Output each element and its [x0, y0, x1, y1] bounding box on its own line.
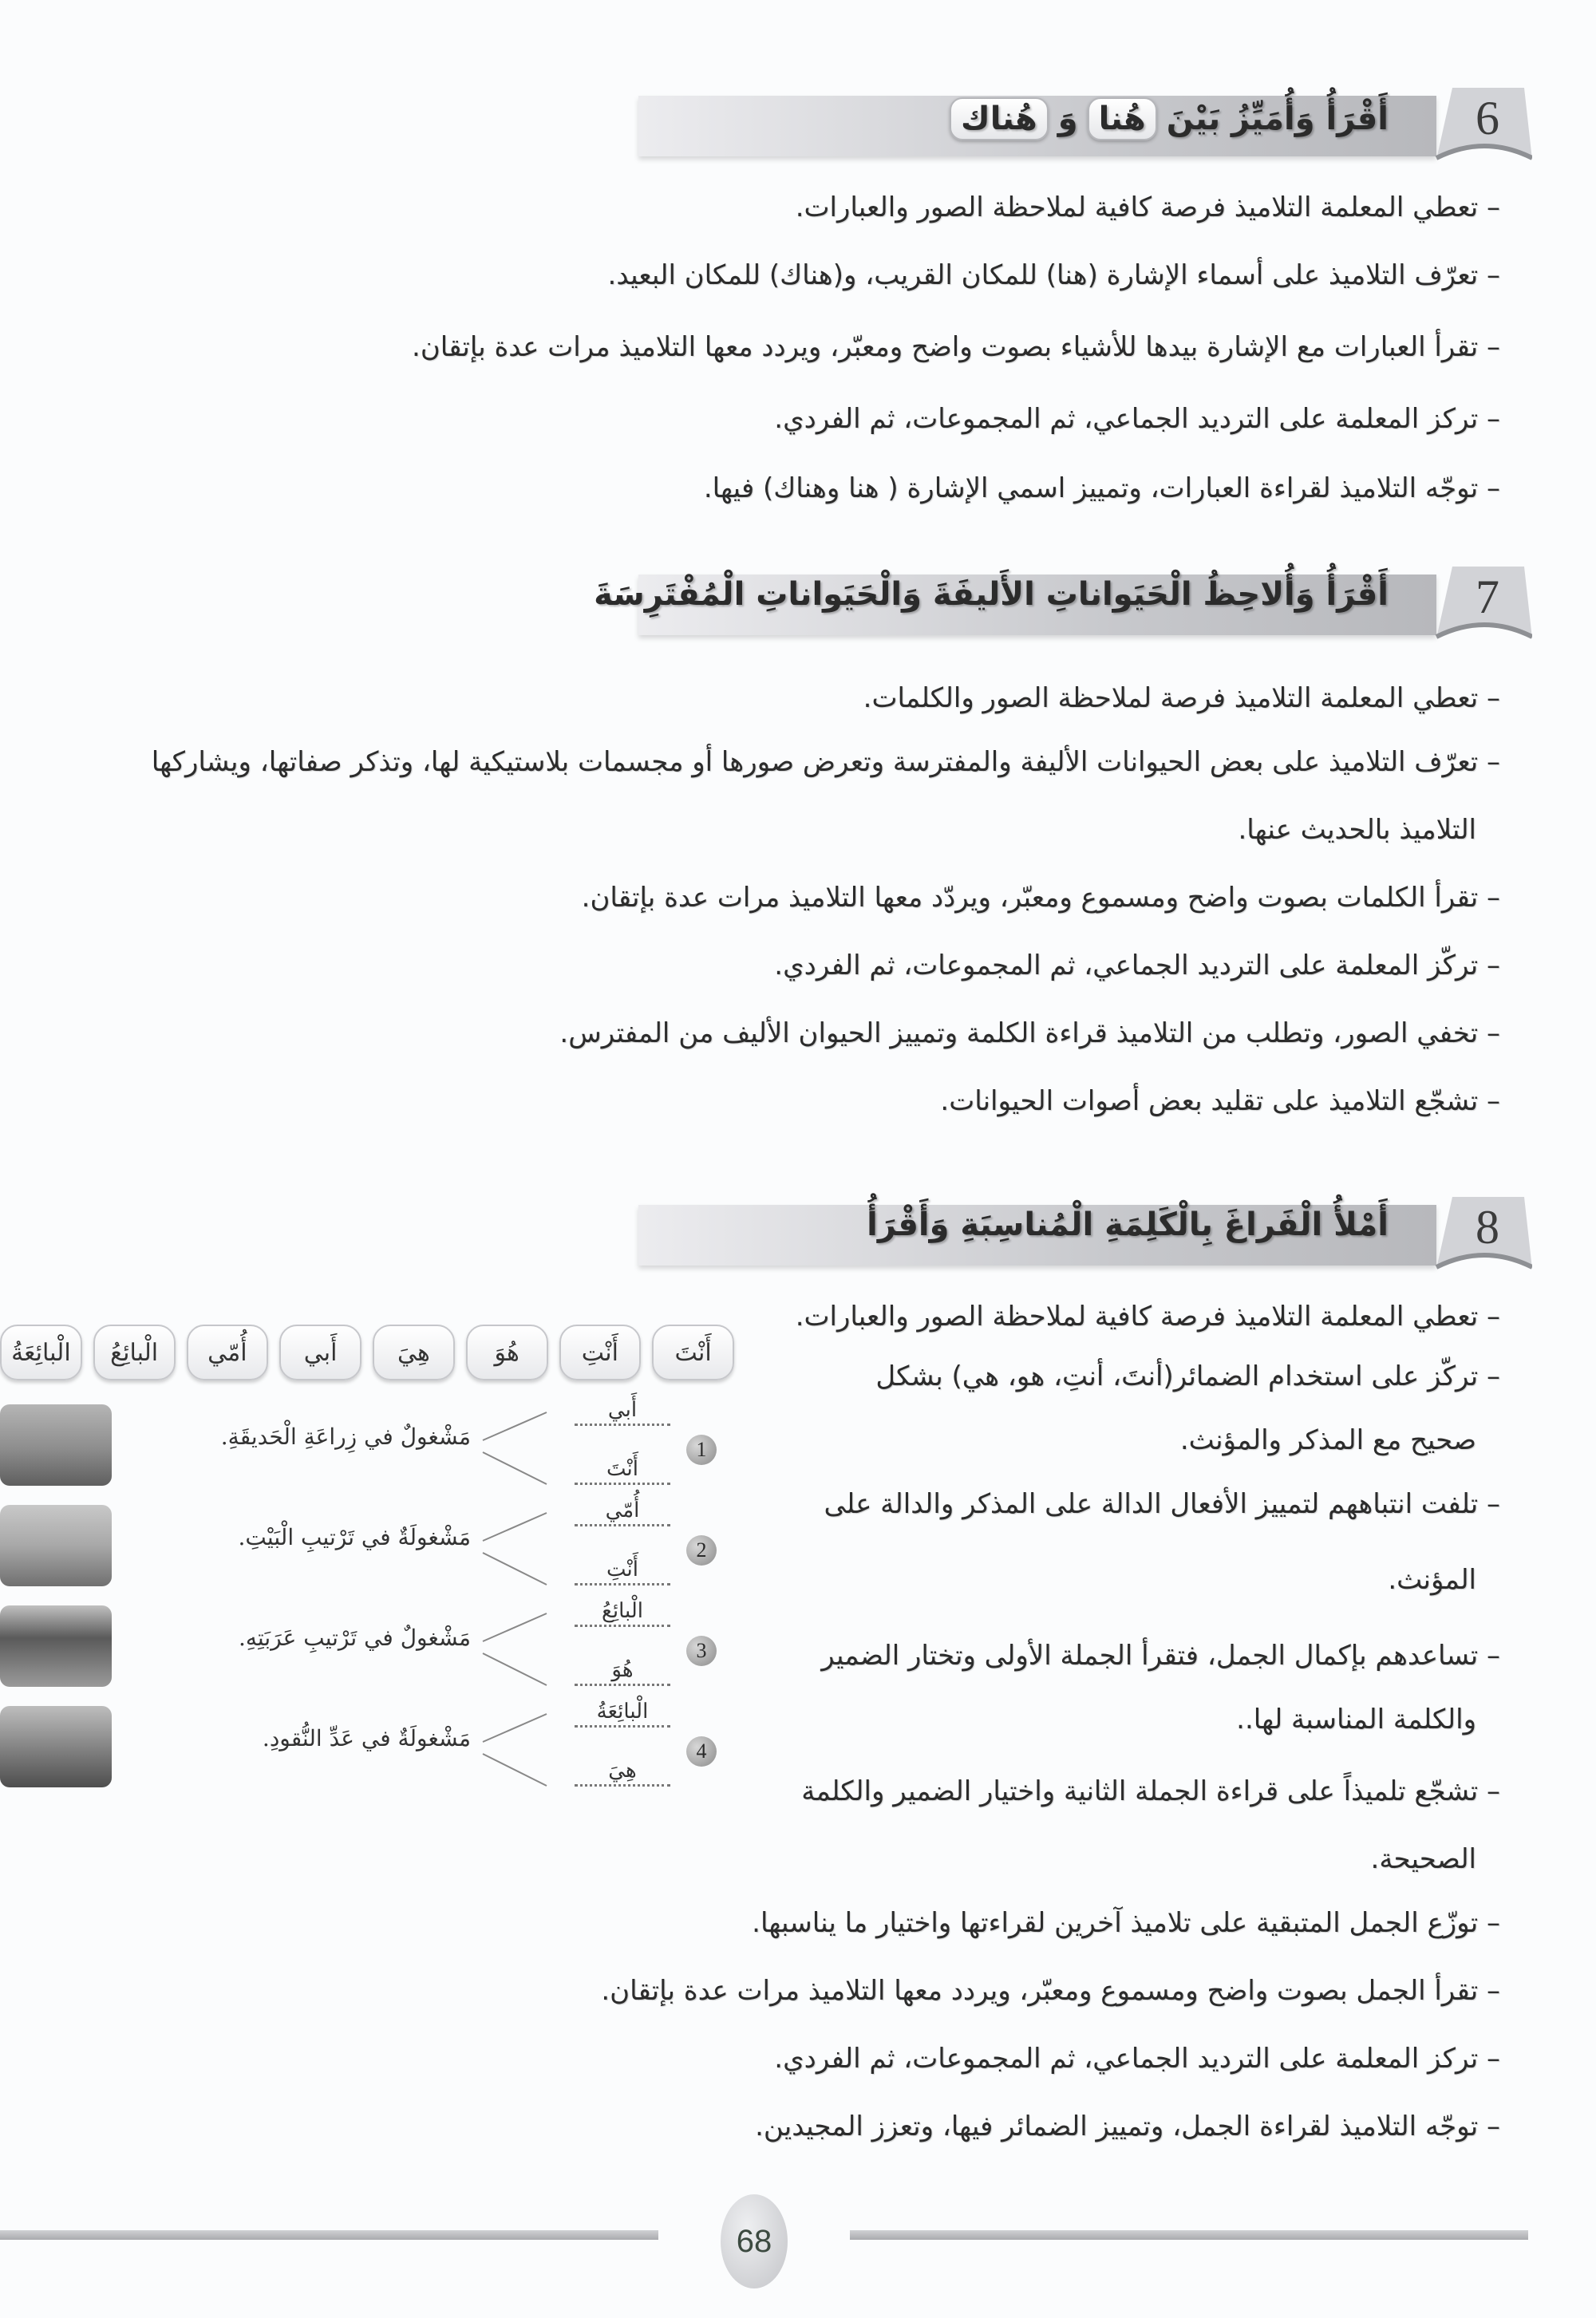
bullet-continuation: الصحيحة. [1370, 1843, 1476, 1875]
word-chip: أَنْتِ [559, 1325, 642, 1380]
title-conjunction: وَ [1057, 101, 1078, 137]
bullet: – تقرأ الكلمات بصوت واضح ومسموع ومعبّر، ويردّد معها التلاميذ مرات عدة بإتقان. [581, 882, 1500, 914]
exercise-number: 4 [686, 1736, 717, 1767]
bullet: – تقرأ العبارات مع الإشارة بيدها للأشياء بصوت واضح ومعبّر، ويردد معها التلاميذ مرات عدة بإتقان. [412, 331, 1500, 363]
word-chip: هِيَ [373, 1325, 455, 1380]
living-room-photo [0, 1505, 112, 1586]
section-title [950, 97, 1389, 140]
title-text: أَقْرَأُ وَأُمَيِّزُ بَيْنَ [1166, 101, 1389, 137]
woman-counting-photo [0, 1706, 112, 1787]
section-number-tab [1420, 1189, 1532, 1277]
word-pill-huna: هُنا [1088, 97, 1157, 140]
exercise-row-3 [0, 1599, 742, 1701]
bullet: – تعرّف التلاميذ على بعض الحيوانات الأليفة والمفترسة وتعرض صورها أو مجسمات بلاستيكية لها، وتذكر صفاتها، ويشاركها [151, 746, 1500, 778]
connector-lines [479, 1404, 551, 1500]
exercise-sentence: مَشْغولَةٌ في تَرْتيبِ الْبَيْتِ. [238, 1524, 471, 1550]
bullet: – تساعدهم بإكمال الجمل، فتقرأ الجملة الأولى وتختار الضمير [821, 1640, 1500, 1672]
section-8-header [575, 1189, 1532, 1269]
bullet-continuation: المؤنث. [1388, 1564, 1476, 1596]
bullet: – توجّه التلاميذ لقراءة الجمل، وتمييز الضمائر فيها، وتعزز المجيدين. [755, 2111, 1500, 2142]
exercise-sentence: مَشْغولَةٌ في عَدِّ النُّقودِ. [262, 1725, 471, 1751]
section-number: 8 [1476, 1201, 1499, 1254]
bullet: – تشجّع تلميذاً على قراءة الجملة الثانية واختيار الضمير والكلمة [801, 1775, 1500, 1807]
section-title: أَمْلأُ الْفَراغَ بِالْكَلِمَةِ الْمُناسِبَةِ وَأَقْرَأُ [867, 1206, 1389, 1243]
section-number-tab [1420, 559, 1532, 646]
choice-bottom: هِيَ [575, 1759, 670, 1787]
footer-divider-left [0, 2230, 658, 2240]
section-number: 6 [1476, 92, 1499, 144]
exercise-row-4 [0, 1700, 742, 1802]
page-number: 68 [721, 2194, 788, 2288]
choice-top: الْبائِعُ [575, 1599, 670, 1627]
choice-top: الْبائِعَةُ [575, 1700, 670, 1728]
footer-divider-right [850, 2230, 1528, 2240]
exercise-number: 1 [686, 1435, 717, 1465]
choice-bottom: أَنْتَ [575, 1457, 670, 1485]
bullet: – توزّع الجمل المتبقية على تلاميذ آخرين لقراءتها واختيار ما يناسبها. [752, 1907, 1500, 1939]
bullet: – تركّز على استخدام الضمائر(أنتَ، أنتِ، هو، هي) بشكل [875, 1360, 1500, 1392]
bullet: – تعطي المعلمة التلاميذ فرصة لملاحظة الصور والكلمات. [863, 682, 1500, 714]
bullet: – تركز المعلمة على الترديد الجماعي، ثم المجموعات، ثم الفردي. [774, 2043, 1500, 2075]
exercise-row-2 [0, 1499, 742, 1601]
section-number: 7 [1476, 571, 1499, 623]
bullet: – تلفت انتباههم لتمييز الأفعال الدالة على المذكر والدالة على [824, 1488, 1500, 1520]
choice-top: أُمّي [575, 1499, 670, 1526]
exercise-number: 2 [686, 1535, 717, 1566]
word-chip: هُوَ [466, 1325, 548, 1380]
bullet: – تقرأ الجمل بصوت واضح ومسموع ومعبّر، ويردد معها التلاميذ مرات عدة بإتقان. [601, 1975, 1500, 2007]
word-chip: أَبي [279, 1325, 361, 1380]
exercise-sentence: مَشْغولٌ في تَرْتيبِ عَرَبَتِهِ. [238, 1625, 471, 1651]
bullet: – توجّه التلاميذ لقراءة العبارات، وتمييز اسمي الإشارة ( هنا وهناك) فيها. [703, 472, 1500, 504]
word-chip: الْبائِعَةُ [0, 1325, 82, 1380]
exercise-sentence: مَشْغولٌ في زِراعَةِ الْحَديقَةِ. [220, 1424, 471, 1450]
bullet: – تعرّف التلاميذ على أسماء الإشارة (هنا) للمكان القريب، و(هناك) للمكان البعيد. [607, 259, 1500, 291]
bullet-continuation: والكلمة المناسبة لها.. [1236, 1704, 1476, 1736]
word-pill-hunak: هُناك [950, 97, 1049, 140]
section-title: أَقْرَأُ وَأُلاحِظُ الْحَيَواناتِ الأَليفَةَ وَالْحَيَواناتِ الْمُفْتَرِسَةَ [594, 576, 1389, 613]
bullet: – تشجّع التلاميذ على تقليد بعض أصوات الحيوانات. [940, 1085, 1500, 1117]
farm-scene-photo [0, 1404, 112, 1486]
word-chip: أَنْتَ [652, 1325, 734, 1380]
bullet: – تخفي الصور، وتطلب من التلاميذ قراءة الكلمة وتمييز الحيوان الأليف من المفترس. [559, 1017, 1500, 1049]
section-7-header [575, 559, 1532, 638]
exercise-number: 3 [686, 1636, 717, 1666]
exercise-row-1 [0, 1398, 742, 1500]
bullet: – تعطي المعلمة التلاميذ فرصة كافية لملاحظة الصور والعبارات. [795, 192, 1500, 223]
word-chip: الْبائِعُ [93, 1325, 176, 1380]
bullet: – تركز المعلمة على الترديد الجماعي، ثم المجموعات، ثم الفردي. [774, 403, 1500, 435]
bullet: – تركّز المعلمة على الترديد الجماعي، ثم المجموعات، ثم الفردي. [774, 950, 1500, 981]
word-chip: أُمّي [187, 1325, 269, 1380]
choice-bottom: أَنْتِ [575, 1558, 670, 1585]
connector-lines [479, 1605, 551, 1701]
connector-lines [479, 1505, 551, 1601]
vendor-cart-photo [0, 1605, 112, 1687]
choice-bottom: هُوَ [575, 1658, 670, 1686]
bullet-continuation: التلاميذ بالحديث عنها. [1238, 814, 1476, 846]
bullet: – تعطي المعلمة التلاميذ فرصة كافية لملاحظة الصور والعبارات. [795, 1301, 1500, 1333]
connector-lines [479, 1706, 551, 1802]
choice-top: أَبي [575, 1398, 670, 1426]
section-number-tab [1420, 80, 1532, 168]
word-bank [0, 1325, 734, 1384]
section-6-header [575, 80, 1532, 160]
bullet-continuation: صحيح مع المذكر والمؤنث. [1179, 1424, 1476, 1456]
